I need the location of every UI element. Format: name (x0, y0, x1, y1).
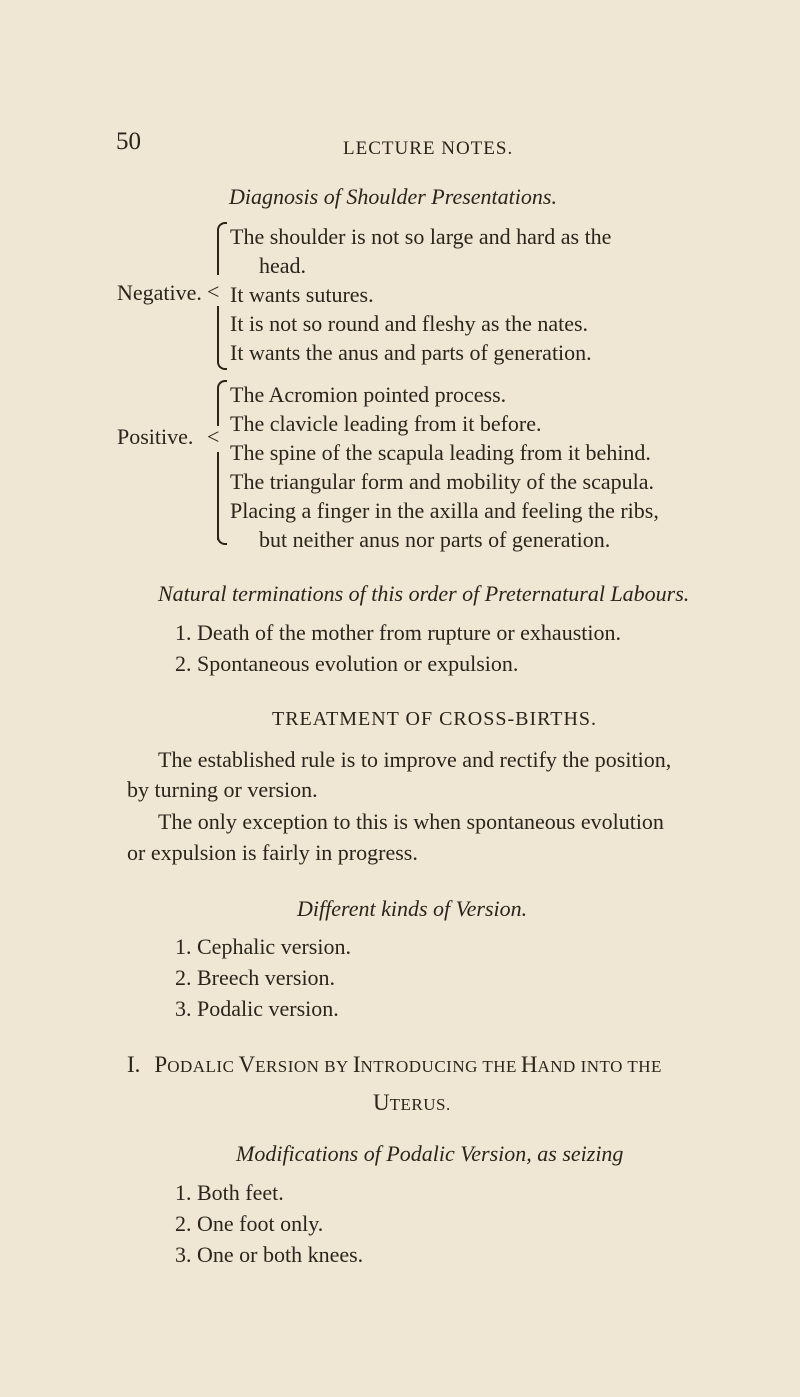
positive-line-3: The spine of the scapula leading from it behind. (230, 440, 651, 465)
title-word-1-rest: ODALIC (167, 1057, 235, 1076)
negative-line-5: It wants the anus and parts of generation. (230, 340, 592, 365)
title-word-3-initial: I (352, 1052, 361, 1077)
title-word-2-rest: ERSION BY (255, 1057, 349, 1076)
title-word-3-rest: NTRODUCING THE (360, 1057, 517, 1076)
version-heading: Different kinds of Version. (297, 896, 528, 921)
negative-line-3: It wants sutures. (230, 282, 374, 307)
version-item-3: 3. Podalic version. (175, 996, 339, 1021)
positive-line-2: The clavicle leading from it before. (230, 411, 542, 436)
modification-item-1: 1. Both feet. (175, 1180, 284, 1205)
title-line2-initial: U (373, 1090, 390, 1115)
running-title: LECTURE NOTES. (343, 138, 514, 159)
podalic-numeral: I. (127, 1052, 141, 1077)
treatment-para2-line2: or expulsion is fairly in progress. (127, 840, 418, 865)
treatment-para2-line1: The only exception to this is when spontaneous evolution (158, 809, 664, 834)
treatment-para1-line1: The established rule is to improve and rectify the position, (158, 747, 672, 772)
positive-line-4: The triangular form and mobility of the scapula. (230, 469, 654, 494)
version-item-1: 1. Cephalic version. (175, 934, 351, 959)
title-word-1-initial: P (154, 1052, 168, 1077)
treatment-heading: TREATMENT OF CROSS-BIRTHS. (272, 708, 598, 730)
negative-line-2: head. (259, 253, 307, 278)
negative-line-4: It is not so round and fleshy as the nates. (230, 311, 589, 336)
title-word-4-rest: AND INTO THE (537, 1057, 662, 1076)
negative-line-1: The shoulder is not so large and hard as the (230, 224, 612, 249)
shoulder-heading: Diagnosis of Shoulder Presentations. (229, 184, 557, 209)
treatment-para1-line2: by turning or version. (127, 777, 318, 802)
title-word-2-initial: V (238, 1052, 256, 1077)
version-item-2: 2. Breech version. (175, 965, 336, 990)
podalic-title-line1 (127, 1052, 662, 1078)
modification-item-3: 3. One or both knees. (175, 1242, 364, 1267)
modifications-heading: Modifications of Podalic Version, as seizing (236, 1141, 624, 1166)
positive-line-5: Placing a finger in the axilla and feeling the ribs, (230, 498, 659, 523)
positive-label: Positive. (117, 424, 194, 449)
termination-item-1: 1. Death of the mother from rupture or exhaustion. (175, 620, 621, 645)
modification-item-2: 2. One foot only. (175, 1211, 324, 1236)
termination-item-2: 2. Spontaneous evolution or expulsion. (175, 651, 519, 676)
title-line2-rest: TERUS. (389, 1095, 451, 1114)
positive-line-1: The Acromion pointed process. (230, 382, 507, 407)
podalic-title-line2 (373, 1090, 451, 1116)
terminations-heading: Natural terminations of this order of Preternatural Labours. (158, 581, 690, 606)
title-word-4-initial: H (520, 1052, 538, 1077)
page-number: 50 (116, 128, 141, 155)
positive-line-6: but neither anus nor parts of generation. (259, 527, 611, 552)
negative-label: Negative. (117, 280, 202, 305)
book-page: 50 LECTURE NOTES. Diagnosis of Shoulder Presentations. Negative. < The shoulder is not so large and hard as the head. It wants sutures. It is not so round and fleshy as the nates. It wants the anus and parts of generation. Positive. < The Acromion pointed process. The clavicle leading from it before. The spine of the scapula leading from it behind. The triangular form and mobility of the scapula. Placing a finger in the axilla and feeling the ribs, but neither anus nor parts of generation. Natural terminations of this order of Preternatural Labours. 1. Death of the mother from rupture or exhaustion. 2. Spontaneous evolution or expulsion. TREATMENT OF CROSS-BIRTHS. The established rule is to improve and rectify the position, by turning or version. The only exception to this is when spontaneous evolution or expulsion is fairly in progress. Different kinds of Version. 1. Cephalic version. 2. Breech version. 3. Podalic version. I. PODALIC VERSION BY INTRODUCING THE HAND INTO THE UTERUS. Modifications of Podalic Version, as seizing 1. Both feet. 2. One foot only. 3. One or both knees. (116, 128, 690, 1267)
